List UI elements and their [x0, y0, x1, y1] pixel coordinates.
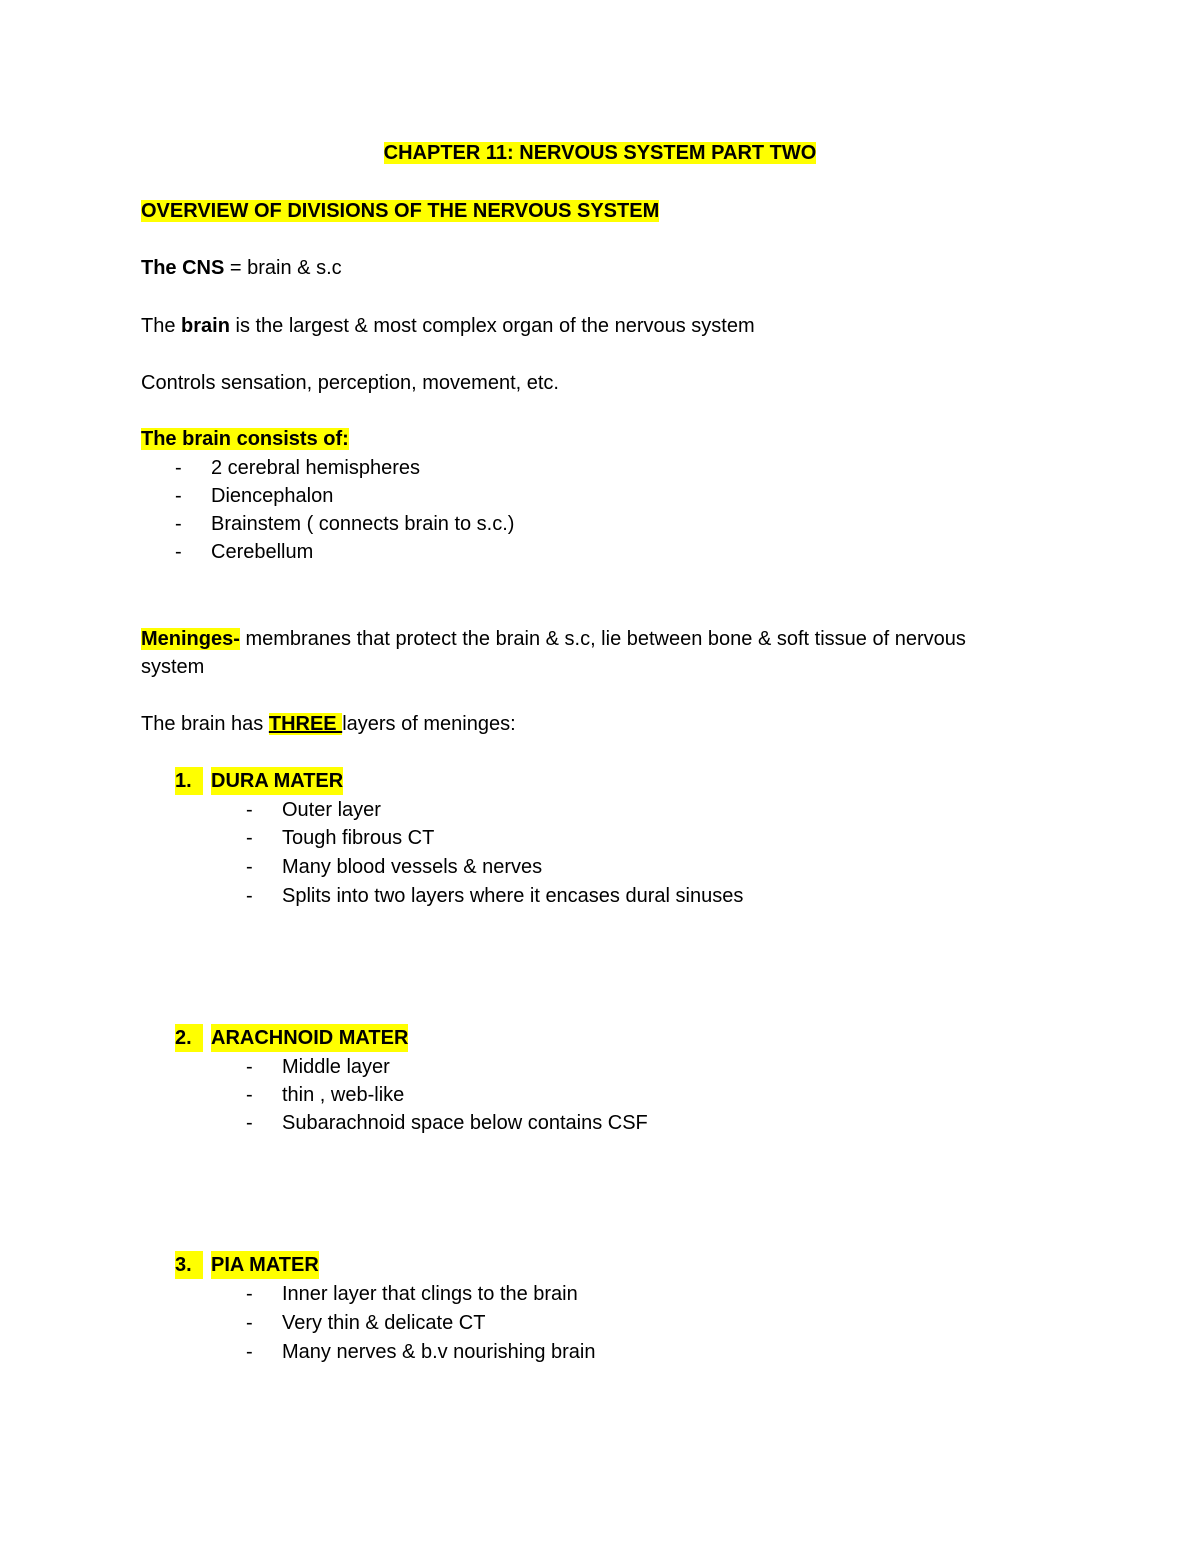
meninges-text: membranes that protect the brain & s.c, lie between bone & soft tissue of nervous — [239, 628, 966, 650]
bullet-dash: - — [175, 541, 182, 563]
cns-term: The CNS — [141, 257, 225, 279]
brain-text: is the largest & most complex organ of the nervous system — [229, 315, 755, 337]
brain-part-text: 2 cerebral hemispheres — [211, 457, 420, 479]
layers-count: THREE — [268, 713, 343, 735]
layer-number: 3. — [175, 1251, 203, 1279]
layers-intro — [141, 710, 516, 738]
controls-line: Controls sensation, perception, movement, etc. — [141, 372, 559, 394]
brain-part-text: Brainstem ( connects brain to s.c.) — [211, 513, 515, 535]
meninges-definition — [141, 625, 966, 653]
cns-definition — [141, 254, 342, 282]
bullet-dash: - — [246, 885, 253, 907]
layer-point: Tough fibrous CT — [282, 827, 435, 849]
layer-point: Middle layer — [282, 1056, 390, 1078]
layer-name: DURA MATER — [211, 767, 343, 795]
layer-point: thin , web-like — [282, 1084, 405, 1106]
layer-point: Splits into two layers where it encases dural sinuses — [282, 885, 744, 907]
document-title: CHAPTER 11: NERVOUS SYSTEM PART TWO — [383, 142, 817, 164]
layer-name: PIA MATER — [211, 1251, 319, 1279]
layer-number: 1. — [175, 767, 203, 795]
layer-point: Many blood vessels & nerves — [282, 856, 543, 878]
bullet-dash: - — [246, 799, 253, 821]
meninges-definition-cont: system — [141, 656, 205, 678]
layer-point: Very thin & delicate CT — [282, 1312, 486, 1334]
cns-text: = brain & s.c — [224, 257, 342, 279]
bullet-dash: - — [175, 513, 182, 535]
overview-heading-row — [141, 197, 659, 225]
layer-point: Many nerves & b.v nourishing brain — [282, 1341, 596, 1363]
brain-definition — [141, 312, 755, 340]
bullet-dash: - — [246, 1341, 253, 1363]
bullet-dash: - — [246, 1312, 253, 1334]
consists-heading: The brain consists of: — [141, 428, 349, 450]
overview-heading: OVERVIEW OF DIVISIONS OF THE NERVOUS SYSTEM — [141, 200, 660, 222]
bullet-dash: - — [246, 1112, 253, 1134]
consists-heading-row — [141, 425, 349, 453]
document-title-row — [0, 139, 1200, 167]
bullet-dash: - — [246, 1283, 253, 1305]
layer-number: 2. — [175, 1024, 203, 1052]
layer-point: Subarachnoid space below contains CSF — [282, 1112, 648, 1134]
layer-point: Outer layer — [282, 799, 381, 821]
layer-name: ARACHNOID MATER — [211, 1024, 408, 1052]
bullet-dash: - — [246, 1084, 253, 1106]
brain-part-text: Diencephalon — [211, 485, 334, 507]
bullet-dash: - — [246, 827, 253, 849]
brain-pre: The — [141, 315, 182, 337]
brain-term: brain — [181, 315, 230, 337]
brain-part-text: Cerebellum — [211, 541, 314, 563]
bullet-dash: - — [175, 485, 182, 507]
meninges-term: Meninges- — [141, 628, 240, 650]
bullet-dash: - — [175, 457, 182, 479]
bullet-dash: - — [246, 1056, 253, 1078]
bullet-dash: - — [246, 856, 253, 878]
layer-point: Inner layer that clings to the brain — [282, 1283, 578, 1305]
layers-intro-pre: The brain has — [141, 713, 269, 735]
layers-intro-post: layers of meninges: — [342, 713, 516, 735]
